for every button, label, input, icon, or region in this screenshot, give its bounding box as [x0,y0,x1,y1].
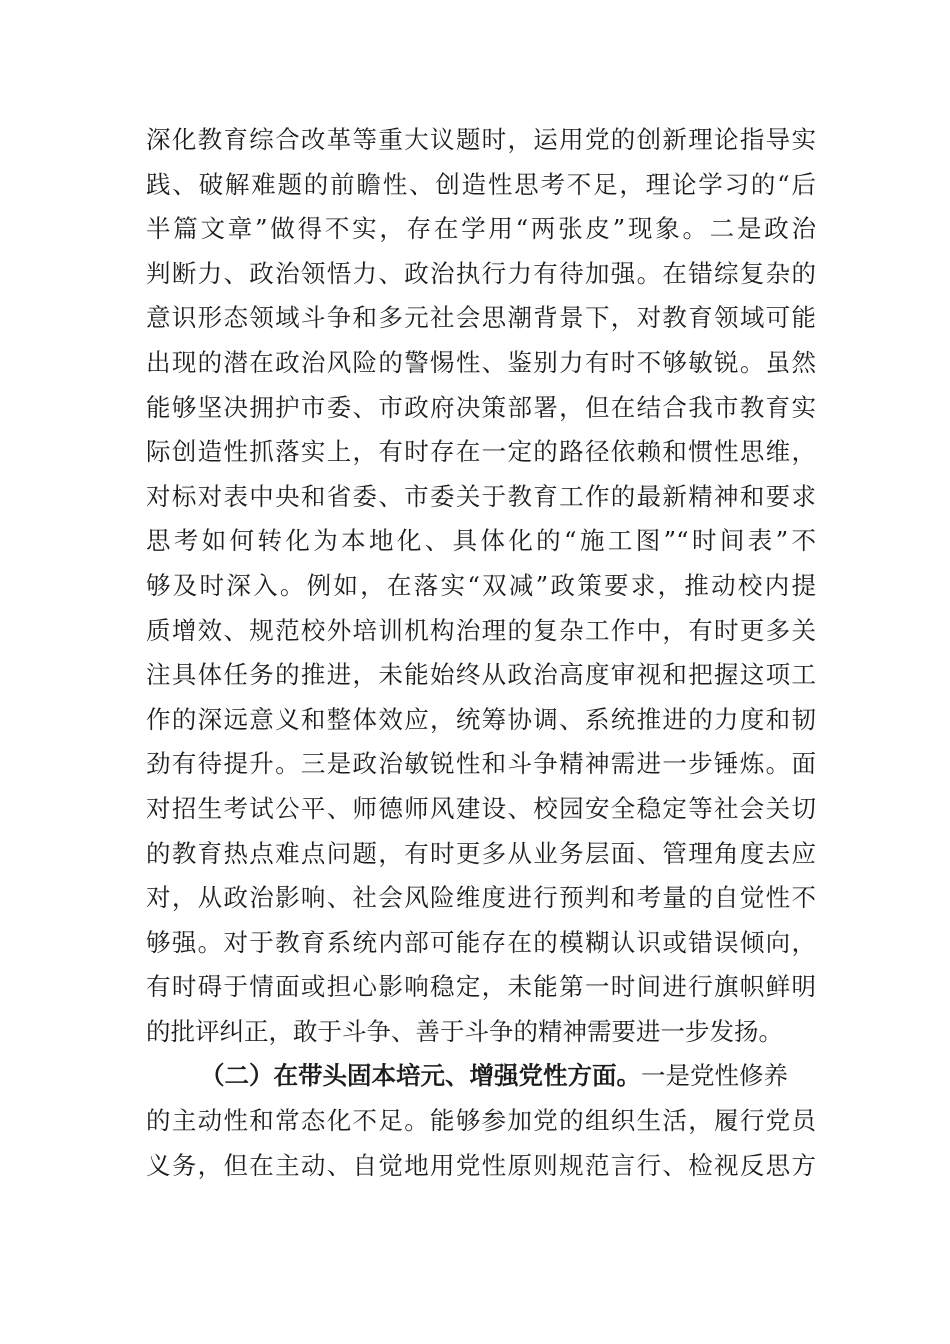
text-line: 际创造性抓落实上，有时存在一定的路径依赖和惯性思维， [146,437,816,467]
text-line: 劲有待提升。三是政治敏锐性和斗争精神需进一步锤炼。面 [146,749,816,779]
text-line: 作的深远意义和整体效应，统筹协调、系统推进的力度和韧 [146,704,816,734]
text-line: 半篇文章”做得不实，存在学用“两张皮”现象。二是政治 [146,214,816,244]
text-line: 意识形态领域斗争和多元社会思潮背景下，对教育领域可能 [146,303,816,333]
text-line: 的教育热点难点问题，有时更多从业务层面、管理角度去应 [146,838,816,868]
text-line: 思考如何转化为本地化、具体化的“施工图”“时间表”不 [146,526,816,556]
text-line: 够强。对于教育系统内部可能存在的模糊认识或错误倾向， [146,927,816,957]
text-line: 有时碍于情面或担心影响稳定，未能第一时间进行旗帜鲜明 [146,972,816,1002]
body-text [146,118,816,1188]
text-span: 一是党性修养 [641,1061,788,1091]
text-line: 的主动性和常态化不足。能够参加党的组织生活，履行党员 [146,1106,816,1136]
text-line: 注具体任务的推进，未能始终从政治高度审视和把握这项工 [146,660,816,690]
text-line: 判断力、政治领悟力、政治执行力有待加强。在错综复杂的 [146,258,816,288]
paragraph-party-spirit [146,1054,816,1188]
text-line: 的批评纠正，敢于斗争、善于斗争的精神需要进一步发扬。 [146,1016,783,1046]
text-line: 践、破解难题的前瞻性、创造性思考不足，理论学习的“后 [146,169,816,199]
text-line: 义务，但在主动、自觉地用党性原则规范言行、检视反思方 [146,1150,816,1180]
text-line: 够及时深入。例如，在落实“双减”政策要求，推动校内提 [146,570,816,600]
text-line: 出现的潜在政治风险的警惕性、鉴别力有时不够敏锐。虽然 [146,347,816,377]
section-heading: （二）在带头固本培元、增强党性方面。 [200,1061,641,1091]
text-line: 深化教育综合改革等重大议题时，运用党的创新理论指导实 [146,125,816,154]
text-line: 对，从政治影响、社会风险维度进行预判和考量的自觉性不 [146,883,816,913]
paragraph-political-capacity [146,118,816,1054]
text-line: 对招生考试公平、师德师风建设、校园安全稳定等社会关切 [146,793,816,823]
paragraph-first-line [146,1054,816,1099]
text-line: 能够坚决拥护市委、市政府决策部署，但在结合我市教育实 [146,392,816,422]
text-line: 质增效、规范校外培训机构治理的复杂工作中，有时更多关 [146,615,816,645]
text-line: 对标对表中央和省委、市委关于教育工作的最新精神和要求 [146,481,816,511]
